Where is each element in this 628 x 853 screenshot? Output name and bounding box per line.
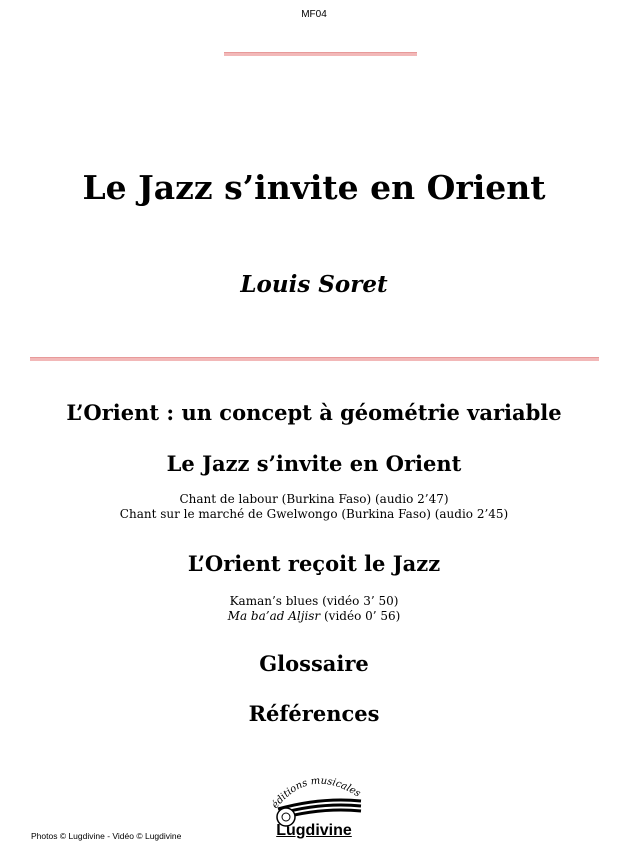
top-divider [224, 52, 417, 56]
section2-media-list [0, 492, 628, 522]
section-heading-orient-recoit: L’Orient reçoit le Jazz [187, 551, 441, 576]
section-heading-orient-concept: L’Orient : un concept à géométrie variable [66, 400, 562, 425]
media-item-duration: (vidéo 0’ 56) [320, 609, 401, 623]
media-item-ma-baad-aljisr [0, 609, 628, 624]
author-name: Louis Soret [240, 271, 388, 298]
media-item-title: Ma ba’ad Aljisr [227, 609, 321, 623]
media-item-chant-marche: Chant sur le marché de Gwelwongo (Burkina Faso) (audio 2’45) [119, 507, 509, 521]
section3-media-list [0, 594, 628, 624]
photo-credits: Photos © Lugdivine - Vidéo © Lugdivine [31, 831, 182, 841]
publisher-name: Lugdivine [276, 822, 352, 839]
section-heading-jazz-invite: Le Jazz s’invite en Orient [166, 451, 462, 476]
media-item-kamans-blues: Kaman’s blues (vidéo 3’ 50) [229, 594, 399, 608]
logo-arc-text: éditions musicales [269, 775, 363, 811]
document-code: MF04 [301, 9, 327, 20]
section-divider [30, 357, 599, 361]
section-heading-glossaire: Glossaire [259, 651, 369, 676]
media-item-chant-de-labour: Chant de labour (Burkina Faso) (audio 2’47) [179, 492, 449, 506]
document-title: Le Jazz s’invite en Orient [82, 168, 546, 207]
section-heading-references: Références [248, 701, 380, 726]
